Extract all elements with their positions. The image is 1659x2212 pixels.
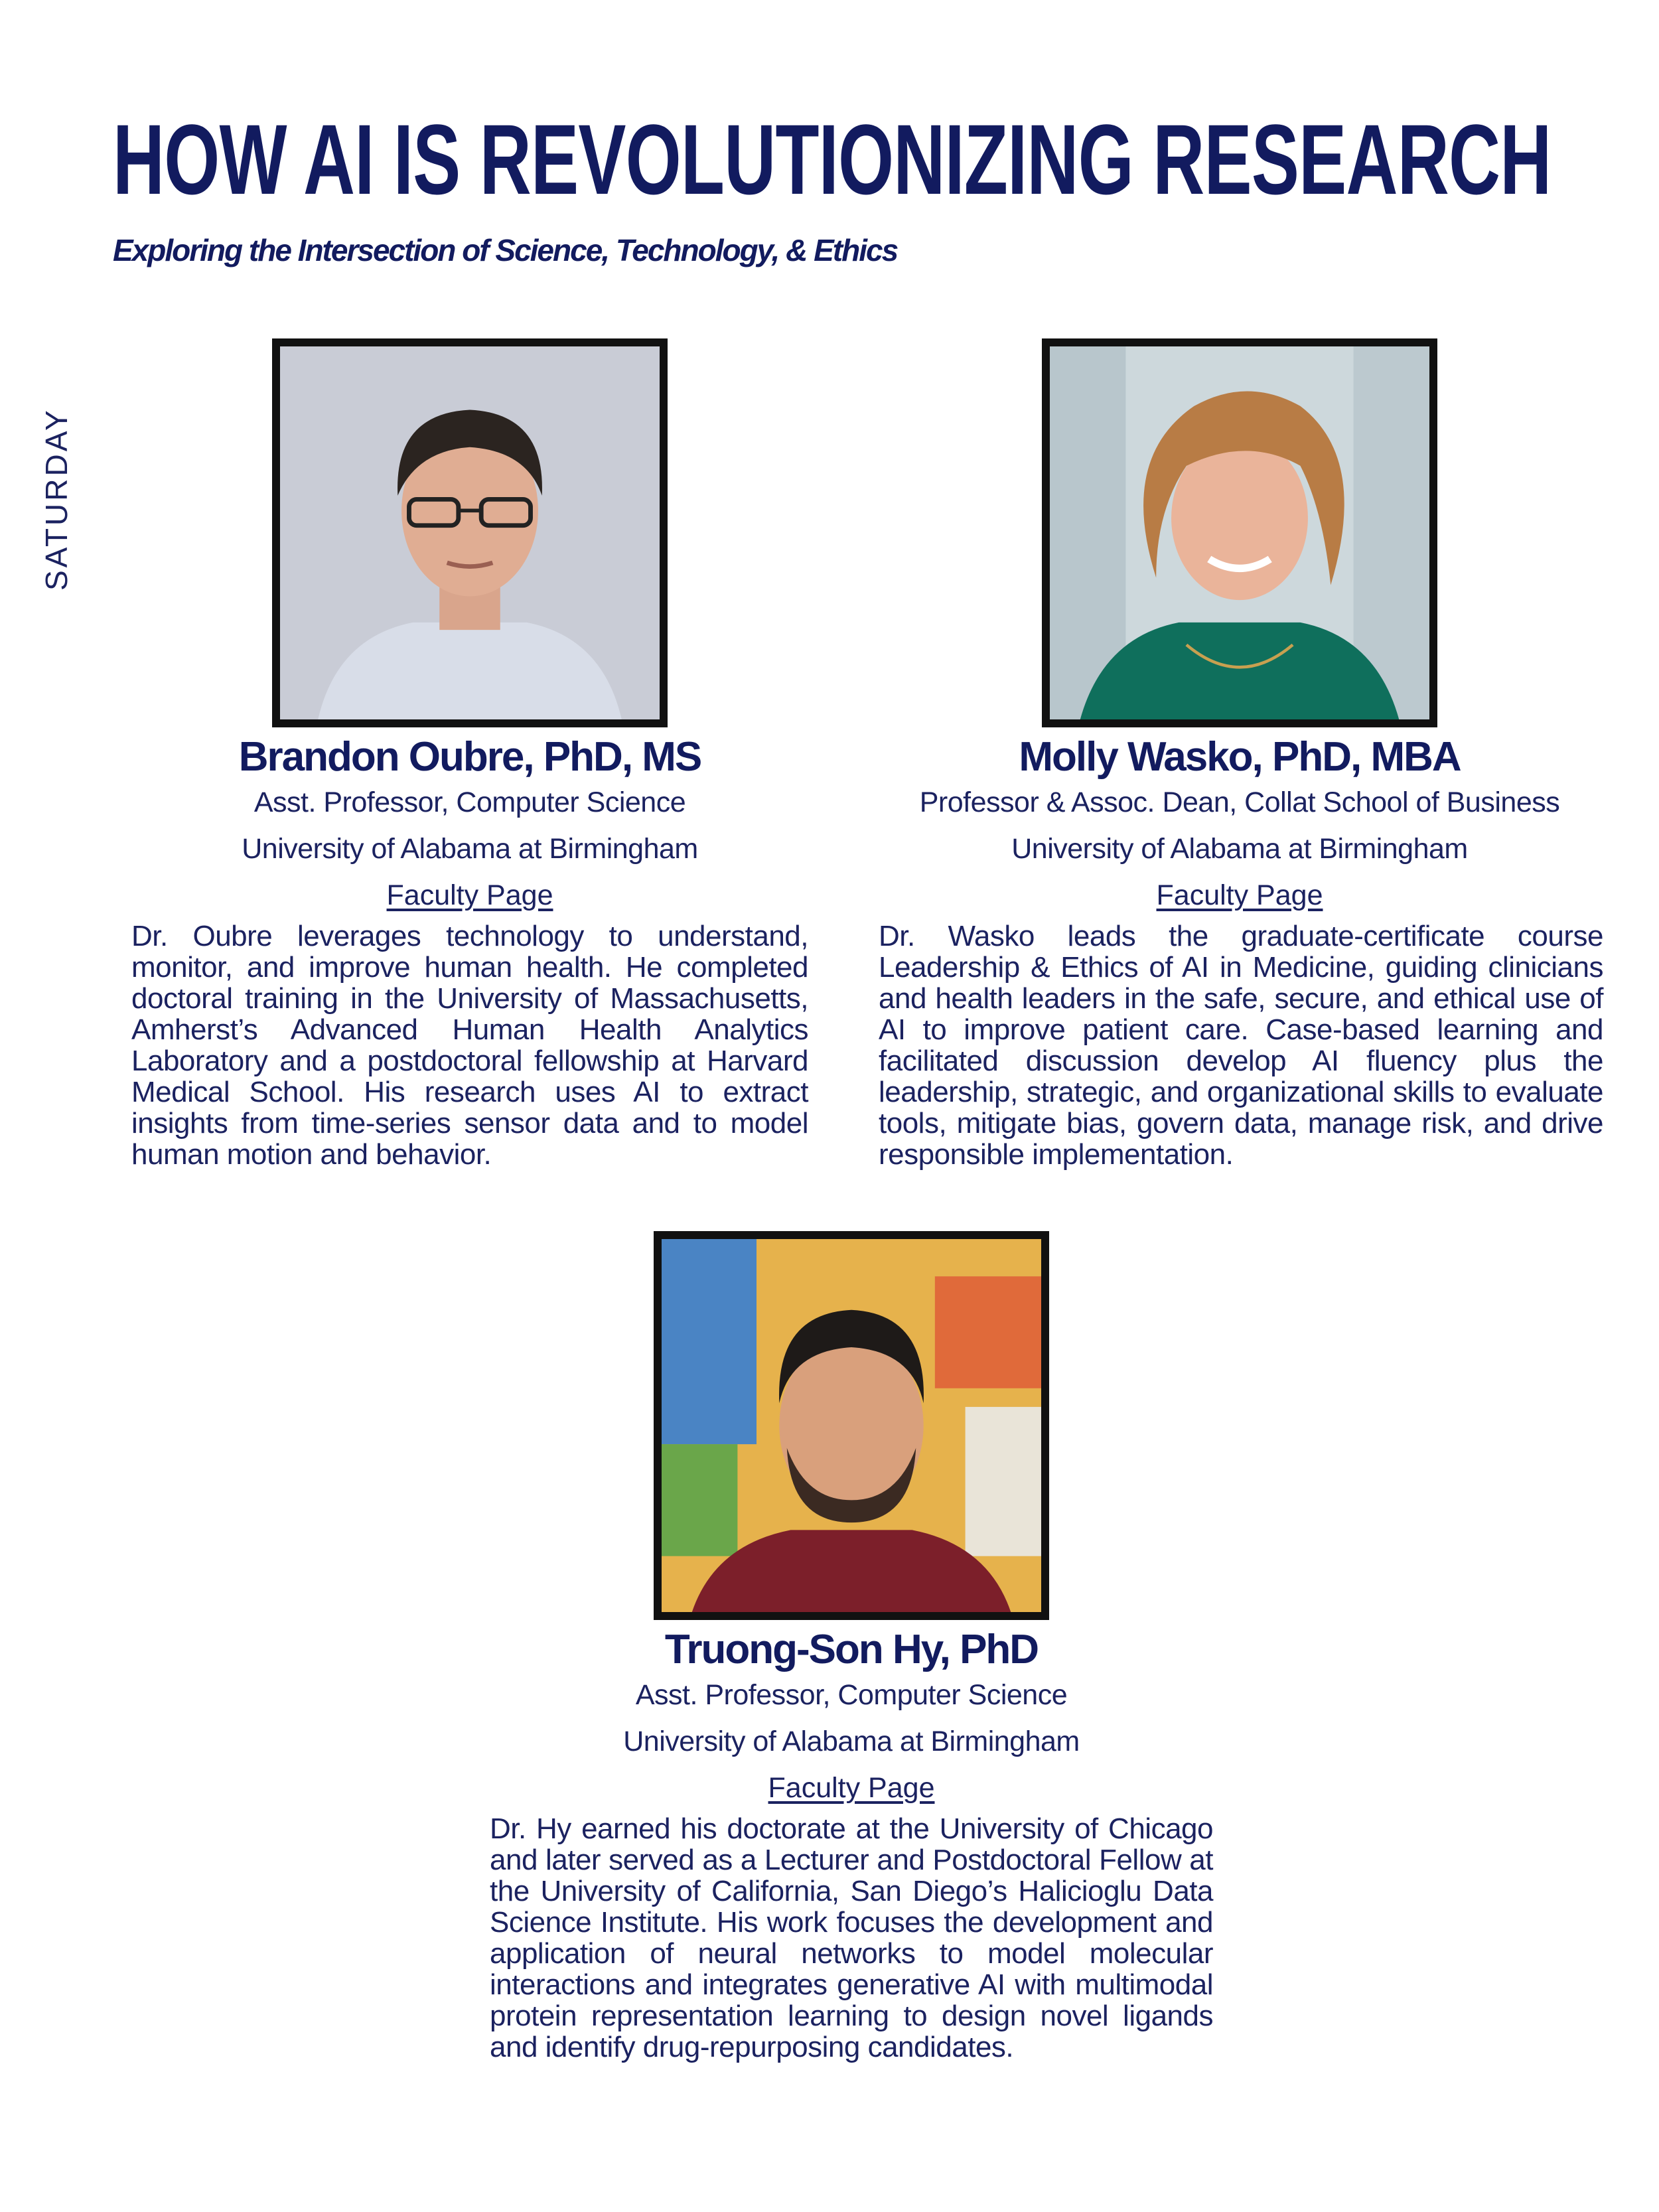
speaker-role: Asst. Professor, Computer Science xyxy=(635,1679,1068,1711)
speaker-role: Professor & Assoc. Dean, Collat School of Business xyxy=(919,786,1560,818)
page-subtitle: Exploring the Intersection of Science, Technology, & Ethics xyxy=(113,233,898,267)
faculty-page-link[interactable]: Faculty Page xyxy=(768,1772,935,1804)
faculty-page-link[interactable]: Faculty Page xyxy=(1156,879,1323,911)
day-label: SATURDAY xyxy=(39,407,74,591)
speaker-card-oubre xyxy=(126,733,814,1191)
speaker-photo-oubre xyxy=(272,338,668,727)
speaker-affiliation: University of Alabama at Birmingham xyxy=(242,833,698,865)
page-title: HOW AI IS REVOLUTIONIZING RESEARCH xyxy=(113,104,1551,215)
speaker-role: Asst. Professor, Computer Science xyxy=(253,786,686,818)
speaker-name: Brandon Oubre, PhD, MS xyxy=(238,734,701,780)
speaker-photo-wasko xyxy=(1042,338,1437,727)
speaker-bio: Dr. Wasko leads the graduate-certificate course Leadership & Ethics of AI in Medicine, guiding clinicians and health leaders in the safe, secure, and ethical use of AI to improve patient care. Case-based learning and facilitated discussion develop AI fluency plus the leadership, strategic, and organizational skills to evaluate tools, mitigate bias, govern data, manage risk, and drive responsible implementation. xyxy=(879,920,1603,1171)
speaker-name: Molly Wasko, PhD, MBA xyxy=(1019,734,1461,780)
speaker-bio: Dr. Hy earned his doctorate at the University of Chicago and later served as a Lecturer and Postdoctoral Fellow at the University of California, San Diego’s Halicioglu Data Science Institute. His work focuses the development and application of neural networks to model molecular interactions and integrates generative AI with multimodal protein representation learning to design novel ligands and identify drug-repurposing candidates. xyxy=(490,1812,1213,2063)
speaker-affiliation: University of Alabama at Birmingham xyxy=(623,1726,1080,1757)
speaker-photo-hy xyxy=(654,1231,1049,1620)
speaker-affiliation: University of Alabama at Birmingham xyxy=(1011,833,1468,865)
speaker-card-wasko xyxy=(876,733,1603,1191)
speaker-name: Truong-Son Hy, PhD xyxy=(664,1627,1039,1672)
faculty-page-link[interactable]: Faculty Page xyxy=(386,879,553,911)
speaker-bio: Dr. Oubre leverages technology to understand, monitor, and improve human health. He completed doctoral training in the University of Massachusetts, Amherst’s Advanced Human Health Analytics Laboratory and a postdoctoral fellowship at Harvard Medical School. His research uses AI to extract insights from time-series sensor data and to model human motion and behavior. xyxy=(131,920,808,1171)
speaker-card-hy xyxy=(484,1626,1218,2117)
